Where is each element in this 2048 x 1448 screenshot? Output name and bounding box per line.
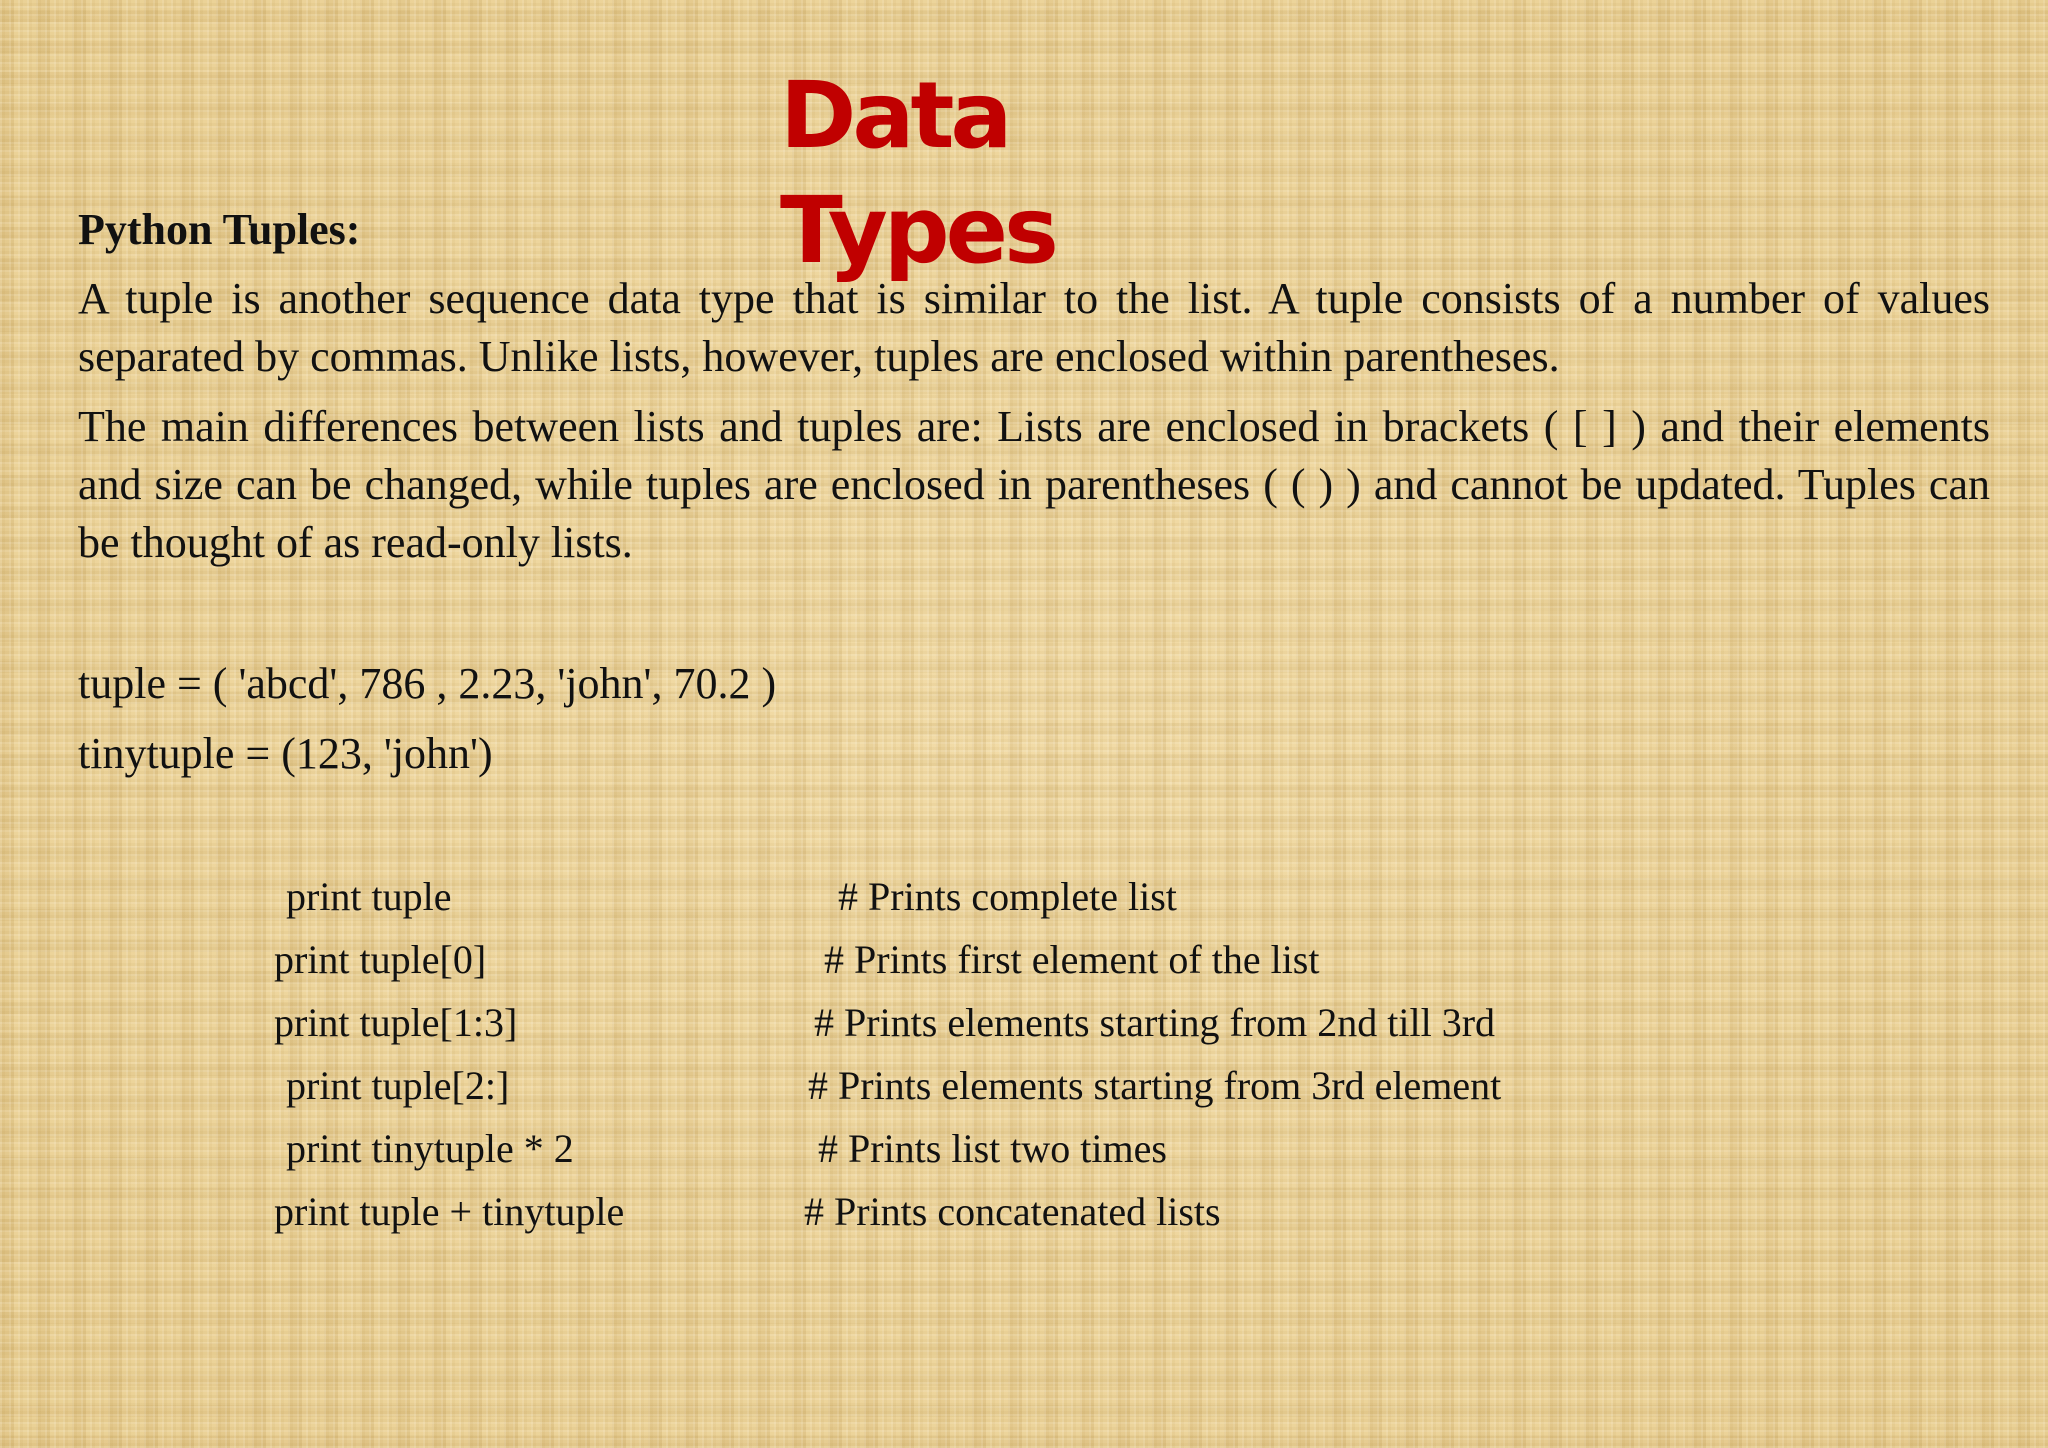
example-comment: # Prints elements starting from 3rd element bbox=[808, 1063, 1502, 1108]
example-comment: # Prints list two times bbox=[818, 1126, 1167, 1171]
title-line-2: Types bbox=[780, 177, 1055, 284]
example-statement: print tuple[0] bbox=[274, 937, 487, 982]
title-line-1: Data bbox=[780, 62, 1009, 169]
example-statement: print tuple[1:3] bbox=[274, 1000, 518, 1045]
example-comment: # Prints concatenated lists bbox=[804, 1189, 1221, 1234]
example-statement: print tuple[2:] bbox=[286, 1063, 510, 1108]
example-comment: # Prints elements starting from 2nd till 3rd bbox=[814, 1000, 1496, 1045]
example-comment: # Prints complete list bbox=[838, 874, 1177, 919]
paragraph-differences: The main differences between lists and tuples are: Lists are enclosed in brackets ( [ ] ) and their elements and size can be changed, while tuples are enclosed in parentheses ( ( ) ) and cannot be updated. Tuples can be thought of as read-only lists. bbox=[78, 402, 1990, 567]
example-statement: print tuple + tinytuple bbox=[274, 1189, 625, 1234]
example-statement: print tinytuple * 2 bbox=[286, 1126, 574, 1171]
code-line-tinytuple: tinytuple = (123, 'john') bbox=[78, 729, 493, 778]
example-statement: print tuple bbox=[286, 874, 452, 919]
slide-title bbox=[780, 58, 1055, 288]
code-line-tuple: tuple = ( 'abcd', 786 , 2.23, 'john', 70.2 ) bbox=[78, 659, 777, 708]
example-comment: # Prints first element of the list bbox=[824, 937, 1320, 982]
paragraph-intro: A tuple is another sequence data type that is similar to the list. A tuple consists of a number of values separated by commas. Unlike lists, however, tuples are enclosed within parentheses. bbox=[78, 274, 1990, 381]
section-heading: Python Tuples: bbox=[78, 205, 361, 254]
